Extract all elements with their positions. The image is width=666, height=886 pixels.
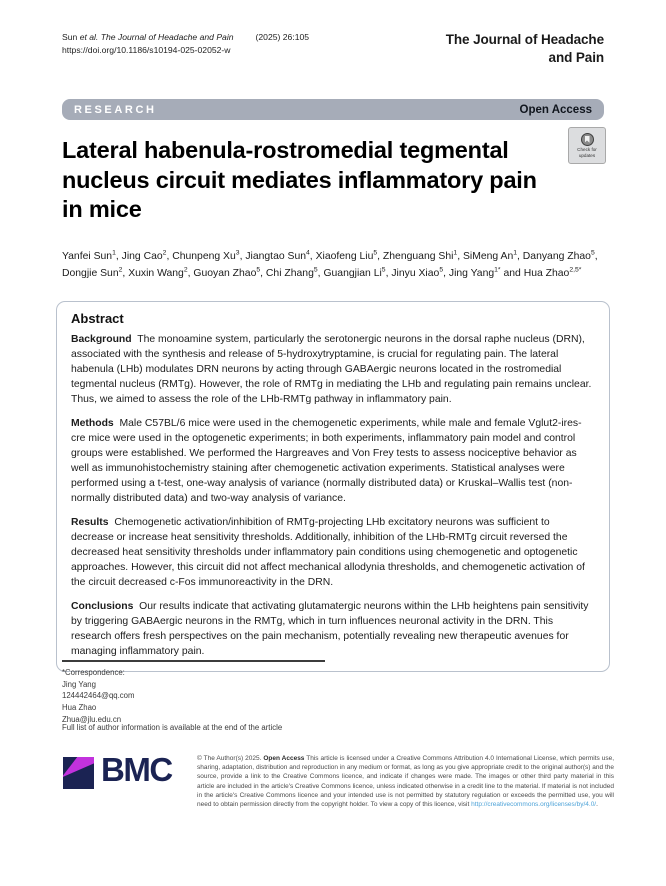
methods-text: Male C57BL/6 mice were used in the chemogenetic experiments, while male and female Vglut2-ires-cre mice were used in the optogenetic experiments; in both experiments, inflammatory pain model and control groups were established. We performed the Hargreaves and Von Frey tests to assess nociceptive behavior as well as immunohistochemistry staining after chemogenetic activation experiments. Statistical analyses were performed using a t-test, one-way analysis of variance (normally distributed data) or Kruskal–Wallis test (non-normally distributed data) and two-way analysis of variance. <box>71 417 582 504</box>
author-affiliation-sup: 2 <box>118 266 123 274</box>
check-updates-line1: Check for <box>577 146 597 152</box>
correspondence-name-2: Hua Zhao <box>62 703 97 713</box>
check-updates-line2: updates <box>578 152 596 158</box>
methods-label: Methods <box>71 417 114 429</box>
running-head <box>62 31 309 58</box>
author-name: Danyang Zhao <box>522 251 591 262</box>
footnote-divider <box>62 660 325 662</box>
article-type-label: RESEARCH <box>74 103 157 116</box>
check-for-updates-button[interactable] <box>568 127 606 164</box>
correspondence-name-1: Jing Yang <box>62 679 96 689</box>
abstract-background <box>71 333 595 408</box>
bmc-logo-icon <box>63 757 94 789</box>
author-affiliation-sup: 2,5* <box>569 266 582 274</box>
author-name: Hua Zhao <box>523 267 570 279</box>
author-affiliation-sup: 5 <box>439 266 444 274</box>
results-label: Results <box>71 516 109 528</box>
author-name: Jiangtao Sun <box>245 251 307 262</box>
author-name: Chunpeng Xu <box>172 251 236 262</box>
abstract-conclusions <box>71 600 595 660</box>
author-name: Zhenguang Shi <box>382 251 454 262</box>
author-name: Jing Yang <box>448 267 495 279</box>
open-access-bold: Open Access <box>263 755 305 762</box>
correspondence-block <box>62 667 135 725</box>
correspondence-email-1 <box>62 690 135 702</box>
author-affiliation-sup: 5 <box>381 266 386 274</box>
license-text: This article is licensed under a Creative Commons Attribution 4.0 International License, which permits use, sharing, adaptation, distribution and reproduction in any medium or format, as long as you give appropriate credit to the original author(s) and the source, provide a link to the Creative Commons licence, and indicate if changes were made. The images or other third party material in this article are included in the article's Creative Commons licence, unless indicated otherwise in a credit line to the material. If material is not included in the article's Creative Commons licence and your intended use is not permitted by statutory regulation or exceeds the permitted use, you will need to obtain permission directly from the copyright holder. To view a copy of this licence, visit <box>197 755 614 809</box>
abstract-box <box>56 301 610 672</box>
author-affiliation-sup: 3 <box>235 249 240 257</box>
doi-line <box>62 44 309 57</box>
background-label: Background <box>71 334 132 345</box>
author-affiliation-sup: 1 <box>112 249 116 257</box>
email-link-2[interactable]: Zhua@jlu.edu.cn <box>62 714 122 724</box>
author-affiliation-sup: 2 <box>183 266 188 274</box>
author-name: Yanfei Sun <box>62 251 113 262</box>
author-affiliation-sup: 5 <box>256 266 261 274</box>
check-updates-text <box>577 147 597 158</box>
citation-issue: (2025) 26:105 <box>255 32 310 42</box>
author-affiliation-sup: 5 <box>373 249 378 257</box>
author-affiliation-sup: 5 <box>590 249 595 257</box>
author-name: Chi Zhang <box>265 267 314 279</box>
article-title: Lateral habenula-rostromedial tegmental nucleus circuit mediates inflammatory pain in mice <box>62 137 537 223</box>
full-list-note: Full list of author information is available at the end of the article <box>62 723 283 732</box>
bookmark-icon <box>585 136 590 143</box>
license-suffix: . <box>596 801 598 809</box>
author-affiliation-sup: 1 <box>453 249 458 257</box>
author-name: Jing Cao <box>121 251 163 262</box>
author-affiliation-sup: 5 <box>313 266 318 274</box>
conclusions-text: Our results indicate that activating glutamatergic neurons within the LHb heightens pain sensitivity by triggering GABAergic neurons in the RMTg, which in turn influences neuronal activity in the DRN. This research offers fresh perspectives on the pain mechanism, potentially revealing new therapeutic avenues for managing inflammatory pain. <box>71 600 589 657</box>
citation-authors: Sun <box>62 32 80 42</box>
copyright-notice <box>197 754 614 809</box>
author-name: Xuxin Wang <box>128 267 184 279</box>
doi-link[interactable]: https://doi.org/10.1186/s10194-025-02052-w <box>62 45 231 56</box>
article-type-banner <box>62 99 604 120</box>
email-link-1[interactable]: 124442464@qq.com <box>62 691 135 701</box>
author-name: Jinyu Xiao <box>391 267 440 279</box>
author-affiliation-sup: 4 <box>306 249 310 257</box>
bmc-logo-text: BMC <box>101 751 172 788</box>
open-access-label: Open Access <box>519 103 592 116</box>
abstract-methods <box>71 417 595 507</box>
author-list: Yanfei Sun$^1$, Jing Cao$^2$, Chunpeng Xu$^3$, Jiangtao Sun$^4$, Xiaofeng Liu$^5$, Zhenguang Shi$^1$, SiMeng An$^1$, Danyang Zhao$^5$, Dongjie Sun$^2$, Xuxin Wang$^2$, Guoyan Zhao$^5$, Chi Zhang$^5$, Guangjian Li$^5$, Jinyu Xiao$^5$, Jing Yang$^{1*}$ and Hua Zhao$^{2,5*}$ <box>62 249 598 279</box>
license-url-link[interactable]: http://creativecommons.org/licenses/by/4.0/ <box>471 801 597 809</box>
abstract-heading: Abstract <box>71 311 124 326</box>
correspondence-label: *Correspondence: <box>62 668 125 677</box>
author-name: Xiaofeng Liu <box>315 251 374 262</box>
conclusions-label: Conclusions <box>71 600 134 612</box>
author-name: Guangjian Li <box>323 267 382 279</box>
journal-name-line2: and Pain <box>548 49 604 65</box>
author-name: SiMeng An <box>462 251 514 262</box>
background-text: The monoamine system, particularly the serotonergic neurons in the dorsal raphe nucleus (DRN), associated with the synthesis and release of 5-hydroxytryptamine, is crucial for regulating pain. The lateral habenula (LHb) modulates DRN neurons by acting through GABAergic neurons located in the rostromedial tegmental nucleus (RMTg). However, the role of RMTg in mediating the LHb and regulating pain remains unclear. Thus, we aimed to assess the role of the LHb-RMTg pathway in inflammatory pain. <box>71 334 592 405</box>
results-text: Chemogenetic activation/inhibition of RMTg-projecting LHb excitatory neurons was sufficient to decrease or increase heat sensitivity thresholds. Additionally, inhibition of the LHb-RMTg circuit reversed the decreased heat sensitivity thresholds under inflammatory pain conditions using chemogenetic and optogenetic approaches. However, this circuit did not affect mechanical allodynia thresholds, and chemogenetic activation of the circuit decreased c-Fos immunoreactivity in the DRN. <box>71 516 585 588</box>
citation-journal: et al. The Journal of Headache and Pain <box>79 32 234 42</box>
author-affiliation-sup: 2 <box>162 249 167 257</box>
author-affiliation-sup: 1 <box>513 249 518 257</box>
journal-name-line1: The Journal of Headache <box>445 32 604 47</box>
copyright-prefix: © The Author(s) 2025. <box>197 755 264 762</box>
author-affiliation-sup: 1* <box>494 266 501 274</box>
crossmark-icon <box>581 133 594 146</box>
citation-line <box>62 31 309 44</box>
abstract-results <box>71 516 595 591</box>
journal-masthead <box>446 31 604 66</box>
author-name: Guoyan Zhao <box>193 267 257 279</box>
author-name: Dongjie Sun <box>62 267 119 279</box>
